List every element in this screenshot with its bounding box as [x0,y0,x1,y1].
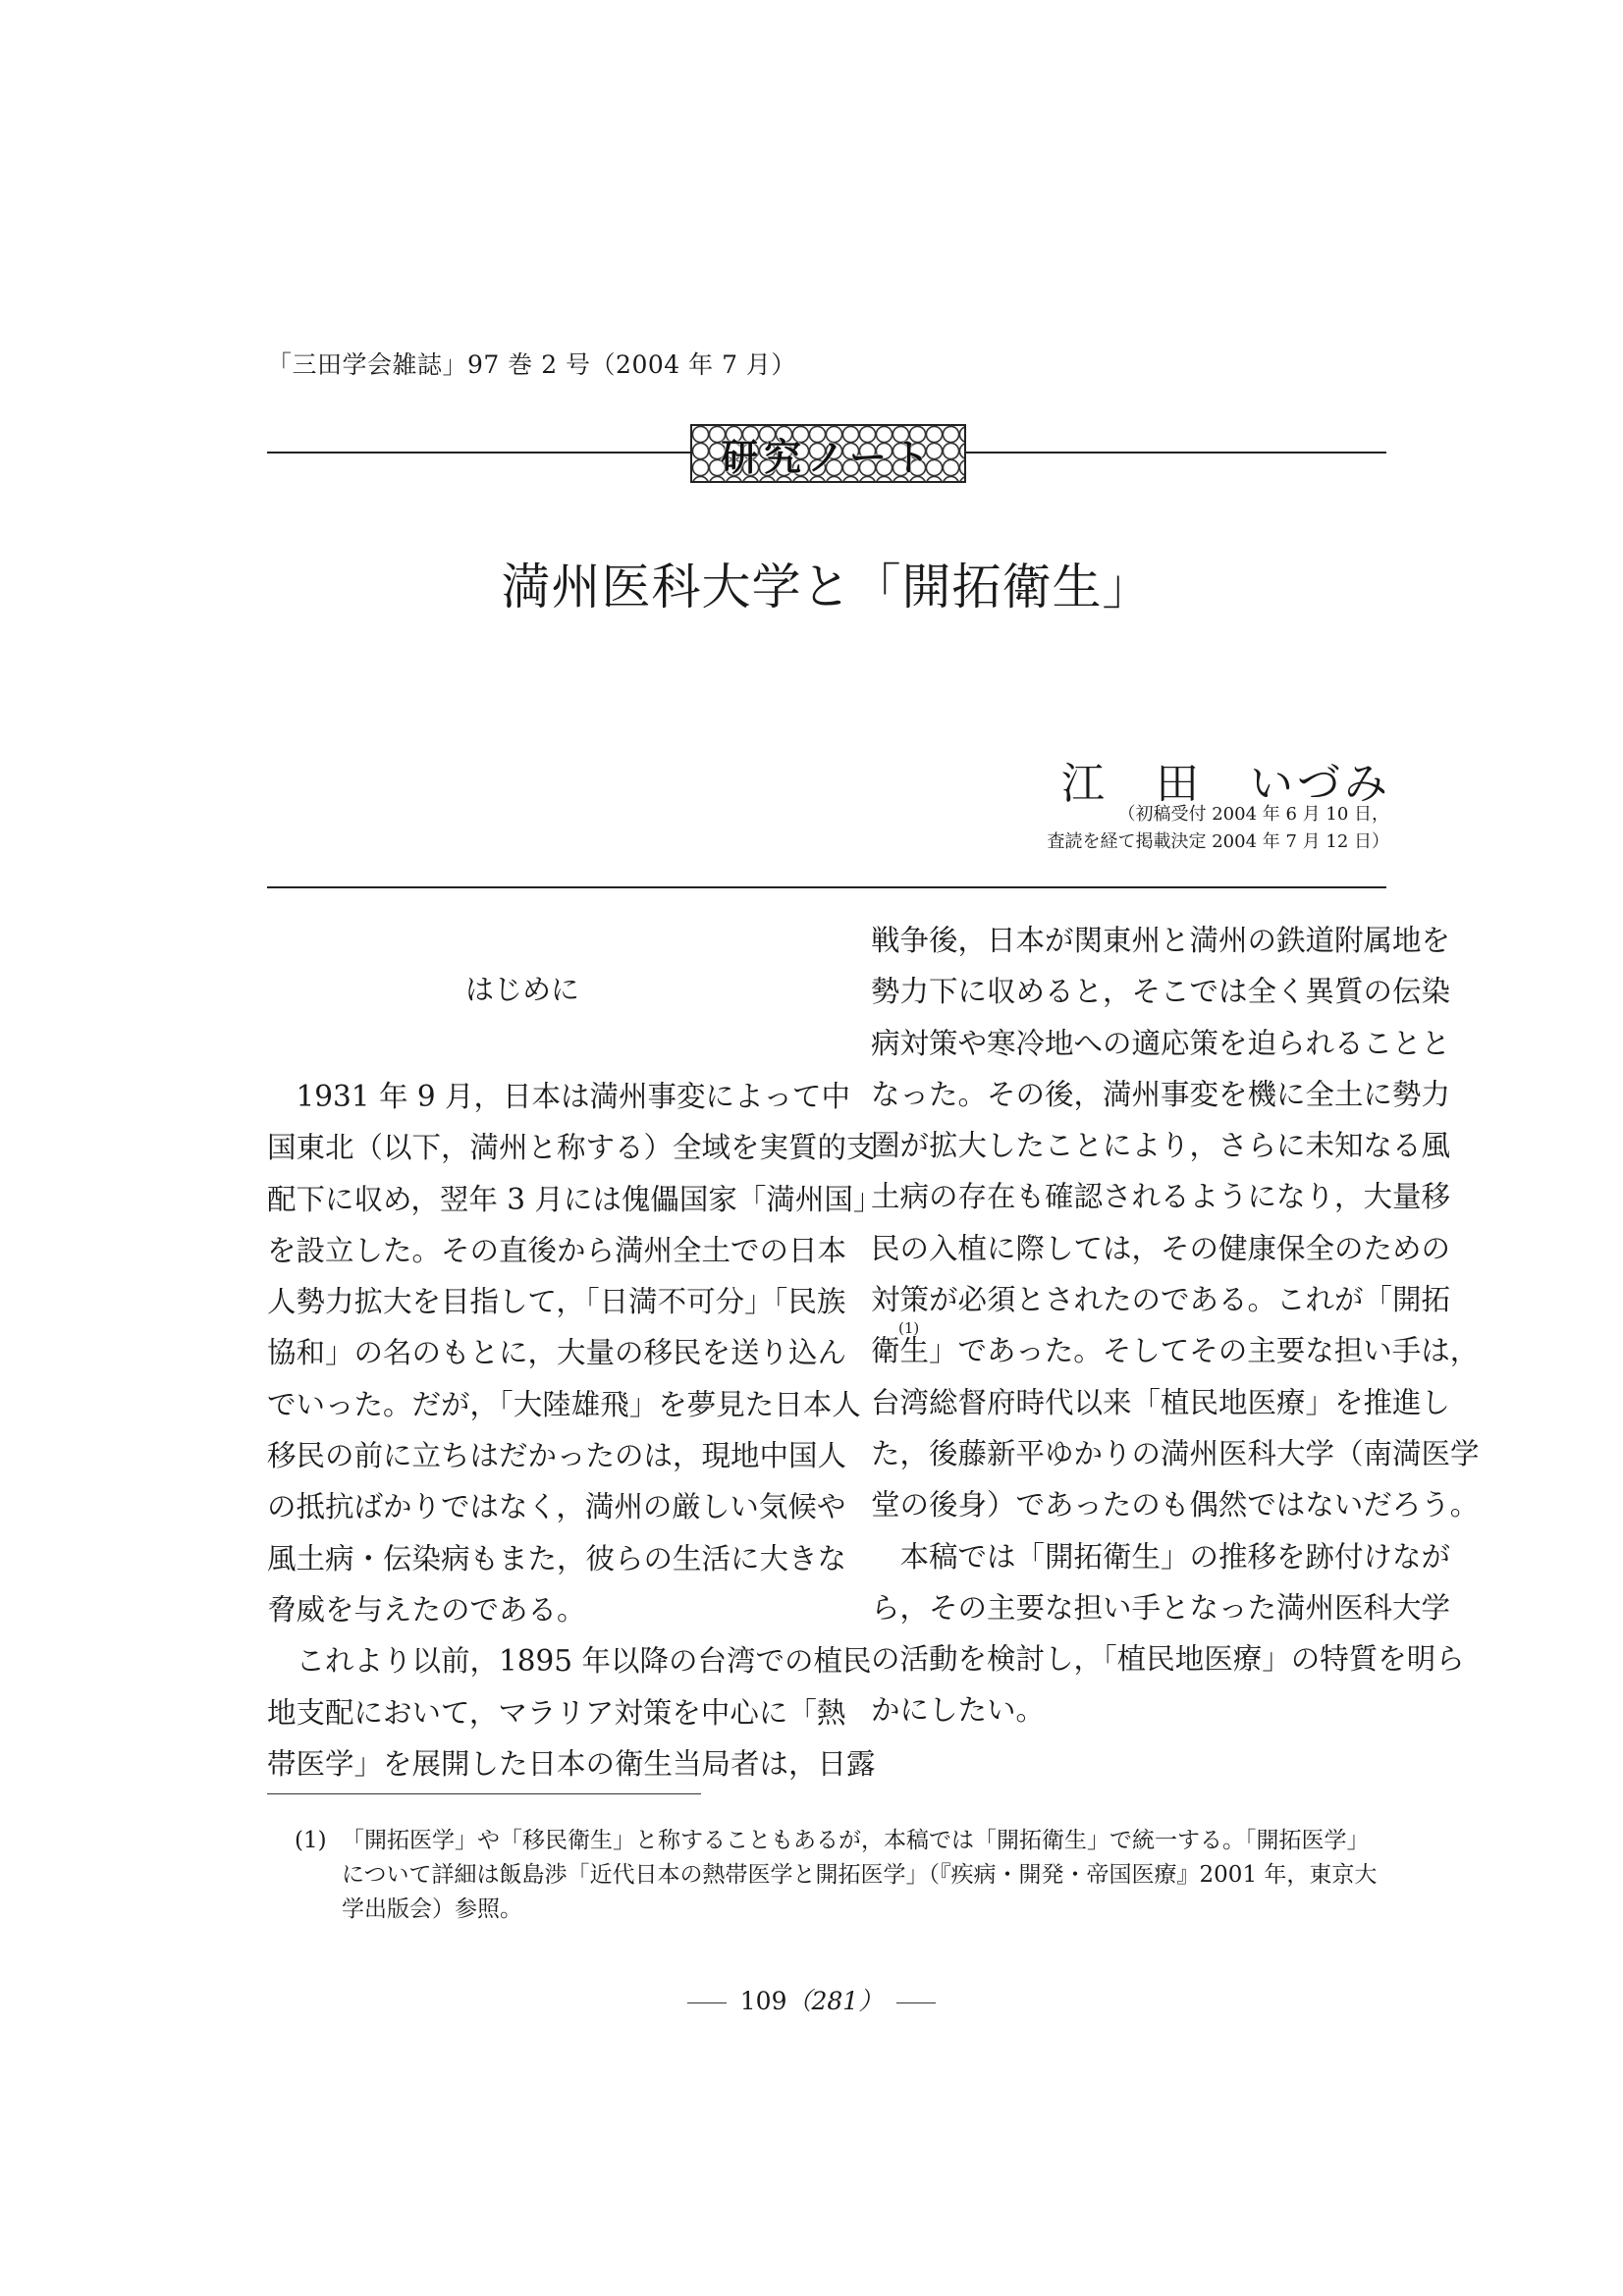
footnote-reference[interactable]: (1) [898,1319,920,1338]
body-line: 病対策や寒冷地への適応策を迫られることと [871,1026,1451,1060]
body-line: を設立した。その直後から満州全土での日本 [267,1233,847,1267]
body-line: 民の入植に際しては，その健康保全のための [871,1231,1451,1265]
category-banner [690,424,966,483]
page-number-dash-right [896,2002,936,2003]
volume-page-number: （281） [786,1987,884,2015]
body-line: 1931 年 9 月，日本は満州事変によって中 [267,1080,850,1113]
footnote-number: (1) [295,1828,327,1853]
body-line: 本稿では「開拓衛生」の推移を跡付けなが [871,1539,1451,1574]
body-line: 移民の前に立ちはだかったのは，現地中国人 [267,1439,847,1473]
body-line: 脅威を与えたのである。 [267,1592,586,1627]
body-line: これより以前，1895 年以降の台湾での植民 [267,1644,872,1679]
section-divider [267,886,1386,888]
accepted-line: 査読を経て掲載決定 2004 年 7 月 12 日） [1047,831,1389,852]
author-name: 江 田 いづみ [1061,759,1391,809]
body-line: 対策が必須とされたのである。これが「開拓 [871,1283,1451,1317]
footnote-text [342,1824,1377,1927]
body-line: 人勢力拡大を目指して，「日満不可分」「民族 [267,1285,846,1319]
journal-header: 「三田学会雑誌」97 巻 2 号（2004 年 7 月） [267,350,796,379]
body-line: ら，その主要な担い手となった満州医科大学 [871,1590,1451,1625]
body-line: 戦争後，日本が関東州と満州の鉄道附属地を [871,924,1451,957]
body-line: の抵抗ばかりではなく，満州の厳しい気候や [267,1490,846,1524]
body-line: かにしたい。 [871,1693,1046,1728]
body-line: 配下に収め，翌年 3 月には傀儡国家「満州国」 [267,1182,883,1216]
body-line: 国東北（以下，満州と称する）全域を実質的支 [267,1131,876,1165]
article-title: 満州医科大学と「開拓衛生」 [501,559,1153,615]
body-line-text: 衛生」であった。そしてその主要な担い手は， [871,1334,1480,1368]
page-number [0,1982,1623,2017]
body-line: の活動を検討し，「植民地医療」の特質を明ら [871,1642,1465,1677]
body-line: 帯医学」を展開した日本の衛生当局者は，日露 [267,1746,876,1781]
body-line: 協和」の名のもとに，大量の移民を送り込ん [267,1336,847,1370]
body-line [871,1319,1480,1376]
body-line: 土病の存在も確認されるようになり，大量移 [871,1180,1451,1214]
body-line: 地支配において，マラリア対策を中心に「熱 [267,1695,846,1730]
footnote-line: について詳細は飯島渉「近代日本の熱帯医学と開拓医学」（『疾病・開発・帝国医療』2001 年，東京大 [342,1862,1378,1888]
body-column-left [267,1071,883,1789]
page-number-dash-left [687,2002,727,2003]
footnote-rule [267,1793,701,1794]
received-dates [1048,801,1390,856]
section-heading: はじめに [464,973,579,1006]
body-line: なった。その後，満州事変を機に全土に勢力 [871,1077,1451,1111]
body-line: 圏が拡大したことにより，さらに未知なる風 [871,1129,1451,1163]
category-label: 研究ノート [721,434,936,479]
body-line: 勢力下に収めると，そこでは全く異質の伝染 [871,975,1451,1009]
body-line: 台湾総督府時代以来「植民地医療」を推進し [871,1385,1451,1419]
body-column-right [871,915,1480,1736]
footnote-line: 学出版会）参照。 [342,1896,522,1922]
body-line: 堂の後身）であったのも偶然ではないだろう。 [871,1488,1480,1522]
footnote-line: 「開拓医学」や「移民衛生」と称することもあるが，本稿では「開拓衛生」で統一する。「開拓医学」 [342,1828,1370,1853]
body-line: でいった。だが，「大陸雄飛」を夢見た日本人 [267,1387,861,1421]
body-line: た，後藤新平ゆかりの満州医科大学（南満医学 [871,1436,1480,1470]
footnote [295,1824,1389,1927]
page-number-value: 109 [739,1987,787,2015]
body-line: 風土病・伝染病もまた，彼らの生活に大きな [267,1541,847,1575]
received-line: （初稿受付 2004 年 6 月 10 日， [1117,804,1389,825]
